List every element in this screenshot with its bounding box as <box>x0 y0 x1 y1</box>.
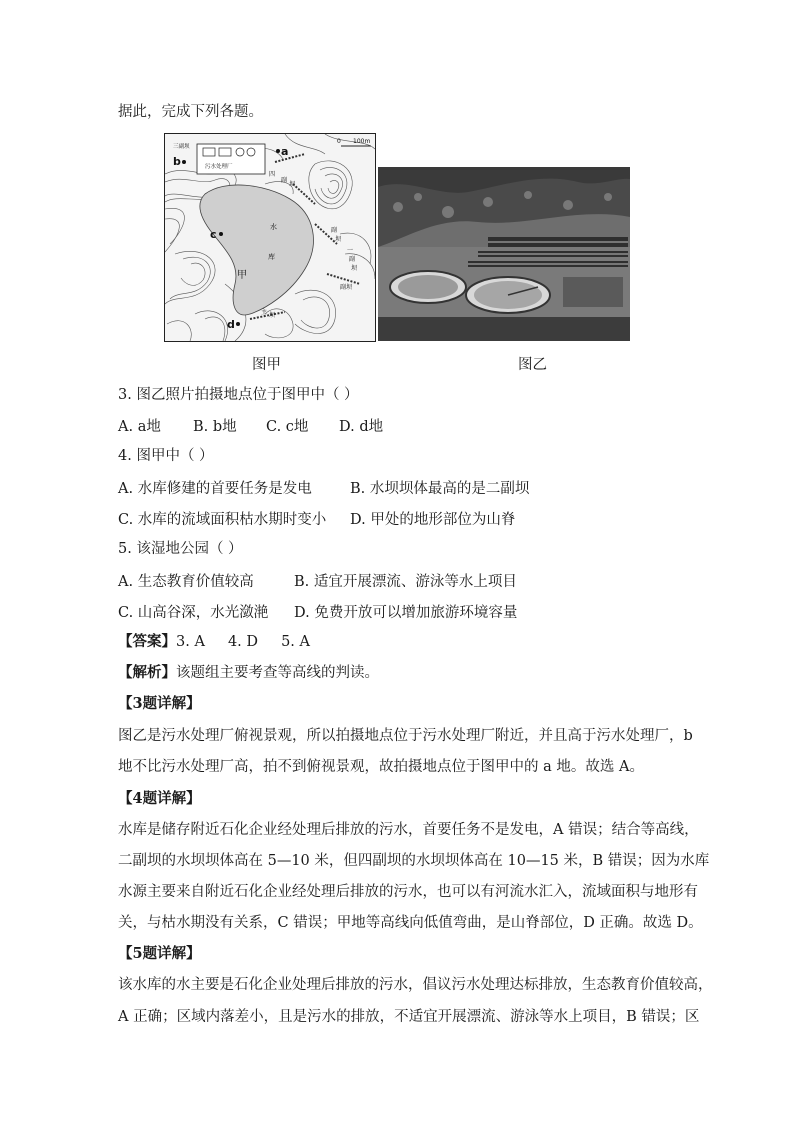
map-label-a: a <box>281 145 289 158</box>
detail-3-line-1: 图乙是污水处理厂俯视景观，所以拍摄地点位于污水处理厂附近，并且高于污水处理厂，b <box>118 728 693 744</box>
question-3-stem: 3. 图乙照片拍摄地点位于图甲中（ ） <box>118 387 359 403</box>
map-label-b: b <box>173 155 181 168</box>
detail-5-line-2: A 正确；区域内落差小，且是污水的排放，不适宜开展漂流、游泳等水上项目，B 错误；区 <box>118 1009 700 1025</box>
map-label-shui: 水 <box>270 223 277 231</box>
map-label-ku: 库 <box>268 253 275 261</box>
question-5-stem: 5. 该湿地公园（ ） <box>118 541 243 557</box>
question-3-option-b: B. b地 <box>193 419 237 435</box>
map-label-jia: 甲 <box>237 270 247 281</box>
map-label-c: c <box>210 228 217 241</box>
detail-4-line-4: 关，与枯水期没有关系，C 错误；甲地等高线向低值弯曲，是山脊部位，D 正确。故选 D。 <box>118 915 703 931</box>
map-label-yifuba-3: 坝 <box>351 265 358 272</box>
analysis-label: 【解析】 <box>118 664 176 681</box>
analysis-line <box>118 663 379 683</box>
intro-text: 据此，完成下列各题。 <box>118 104 263 120</box>
sewage-plant-photo <box>378 167 630 341</box>
detail-3-line-2: 地不比污水处理厂高，拍不到俯视景观，故拍摄地点位于图甲中的 a 地。故选 A。 <box>118 759 644 775</box>
answer-label: 【答案】 <box>118 633 176 650</box>
question-4-option-a: A. 水库修建的首要任务是发电 <box>118 481 312 497</box>
contour-map-figure <box>164 133 376 342</box>
map-label-sifuba-1: 四 <box>269 171 276 178</box>
map-label-yifuba-1: 一 <box>347 247 354 254</box>
map-label-fuba: 副坝 <box>340 284 353 291</box>
question-4-option-d: D. 甲处的地形部位为山脊 <box>350 512 516 528</box>
map-label-erfuba-1: 副 <box>331 227 338 234</box>
question-4-option-b: B. 水坝坝体最高的是二副坝 <box>350 481 530 497</box>
contour-map <box>165 134 375 341</box>
question-5-option-c: C. 山高谷深，水光潋滟 <box>118 605 269 621</box>
detail-5-heading: 【5题详解】 <box>118 945 201 962</box>
question-4-stem: 4. 图甲中（ ） <box>118 448 214 464</box>
map-label-zhuba-1: 主 <box>261 309 268 316</box>
photo-illustration <box>378 167 630 341</box>
detail-4-line-3: 水源主要来自附近石化企业经处理后排放的污水，也可以有河流水汇入，流域面积与地形有 <box>118 884 698 900</box>
question-3-option-a: A. a地 <box>118 419 161 435</box>
map-label-d: d <box>227 318 235 331</box>
map-label-yifuba-2: 副 <box>349 256 356 263</box>
map-label-sifuba-2: 副 <box>281 177 288 184</box>
map-scale-100: 100m <box>353 138 371 145</box>
figure-b-caption: 图乙 <box>518 357 547 373</box>
map-label-zhuba-2: 坝 <box>269 312 276 319</box>
detail-4-line-1: 水库是储存附近石化企业经处理后排放的污水，首要任务不是发电，A 错误；结合等高线， <box>118 822 699 838</box>
analysis-text: 该题组主要考查等高线的判读。 <box>176 665 379 681</box>
answer-line <box>118 632 310 652</box>
detail-4-heading: 【4题详解】 <box>118 790 201 807</box>
detail-3-heading: 【3题详解】 <box>118 695 201 712</box>
question-4-option-c: C. 水库的流域面积枯水期时变小 <box>118 512 327 528</box>
question-5-option-d: D. 免费开放可以增加旅游环境容量 <box>294 605 518 621</box>
figure-a-caption: 图甲 <box>252 357 281 373</box>
question-5-option-a: A. 生态教育价值较高 <box>118 574 254 590</box>
detail-4-line-2: 二副坝的水坝坝体高在 5—10 米，但四副坝的水坝坝体高在 10—15 米，B 错误；因为水库 <box>118 853 710 869</box>
map-label-sewage: 污水处理厂 <box>205 164 233 170</box>
map-label-erfuba-2: 坝 <box>335 236 342 243</box>
question-3-option-d: D. d地 <box>339 419 384 435</box>
map-label-sanfuba: 三副坝 <box>173 144 190 150</box>
detail-5-line-1: 该水库的水主要是石化企业处理后排放的污水，倡议污水处理达标排放，生态教育价值较高， <box>118 977 713 993</box>
question-5-option-b: B. 适宜开展漂流、游泳等水上项目 <box>294 574 517 590</box>
answer-text: 3. A 4. D 5. A <box>176 634 310 650</box>
map-label-sifuba-3: 坝 <box>289 181 296 188</box>
question-3-option-c: C. c地 <box>266 419 309 435</box>
map-scale-0: 0 <box>337 138 341 145</box>
